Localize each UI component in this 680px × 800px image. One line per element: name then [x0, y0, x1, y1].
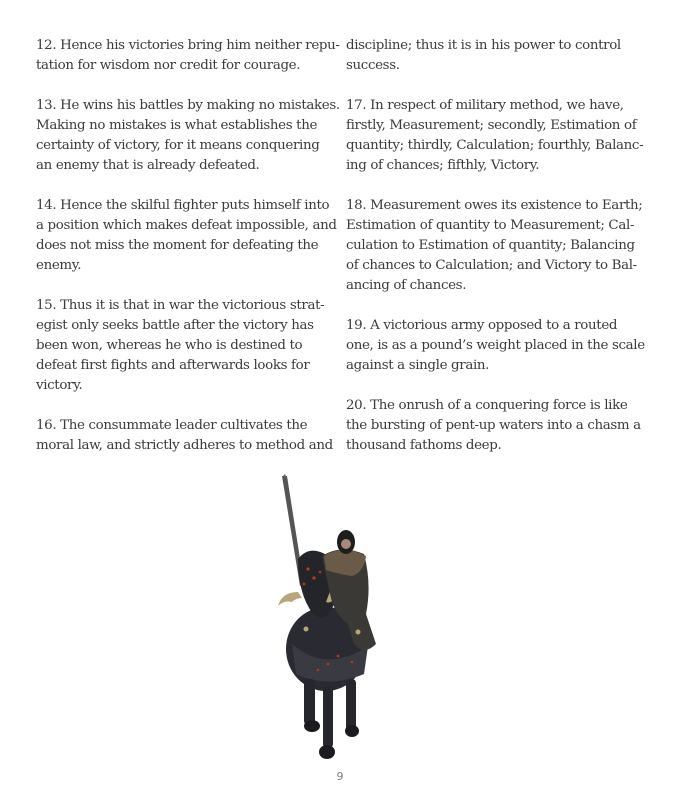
text-line: success.: [346, 58, 400, 73]
paragraph-16-continued: [346, 36, 646, 76]
left-column: [36, 36, 340, 476]
paragraph-19: [346, 316, 646, 376]
text-line: 20. The onrush of a conquering force is like: [346, 398, 628, 413]
text-line: quantity; thirdly, Calculation; fourthly, Balanc-: [346, 138, 644, 153]
text-line: 17. In respect of military method, we have,: [346, 98, 624, 113]
text-line: a position which makes defeat impossible, and: [36, 218, 337, 233]
text-line: egist only seeks battle after the victory has: [36, 318, 314, 333]
text-line: of chances to Calculation; and Victory to Bal-: [346, 258, 637, 273]
text-line: certainty of victory, for it means conquering: [36, 138, 320, 153]
text-line: against a single grain.: [346, 358, 490, 373]
text-line: 16. The consummate leader cultivates the: [36, 418, 308, 433]
text-line: been won, whereas he who is destined to: [36, 338, 303, 353]
paragraph-12: [36, 36, 340, 76]
page-number: 9: [336, 770, 344, 783]
text-line: victory.: [36, 378, 83, 393]
text-line: 13. He wins his battles by making no mistakes.: [36, 98, 340, 113]
text-line: moral law, and strictly adheres to method and: [36, 438, 333, 453]
text-line: the bursting of pent-up waters into a chasm a: [346, 418, 641, 433]
paragraph-20: [346, 396, 646, 456]
text-line: ing of chances; fifthly, Victory.: [346, 158, 540, 173]
paragraph-18: [346, 196, 646, 296]
text-line: an enemy that is already defeated.: [36, 158, 260, 173]
text-line: enemy.: [36, 258, 82, 273]
text-line: 19. A victorious army opposed to a routed: [346, 318, 618, 333]
paragraph-17: [346, 96, 646, 176]
text-line: Estimation of quantity to Measurement; Cal-: [346, 218, 635, 233]
paragraph-14: [36, 196, 336, 276]
knight-on-horse-illustration: [268, 474, 388, 764]
text-line: 15. Thus it is that in war the victorious strat-: [36, 298, 325, 313]
text-line: does not miss the moment for defeating the: [36, 238, 319, 253]
text-line: 18. Measurement owes its existence to Earth;: [346, 198, 643, 213]
text-line: one, is as a pound’s weight placed in the scale: [346, 338, 645, 353]
text-line: Making no mistakes is what establishes the: [36, 118, 318, 133]
paragraph-13: [36, 96, 340, 176]
text-line: ancing of chances.: [346, 278, 467, 293]
text-line: culation to Estimation of quantity; Balancing: [346, 238, 635, 253]
knight-icon: [268, 474, 388, 764]
text-line: defeat first fights and afterwards looks for: [36, 358, 310, 373]
right-column: [346, 36, 646, 476]
paragraph-16: [36, 416, 336, 456]
paragraph-15: [36, 296, 336, 396]
text-line: 14. Hence the skilful fighter puts himself into: [36, 198, 330, 213]
text-line: firstly, Measurement; secondly, Estimation of: [346, 118, 637, 133]
text-line: tation for wisdom nor credit for courage.: [36, 58, 301, 73]
text-line: thousand fathoms deep.: [346, 438, 502, 453]
text-line: 12. Hence his victories bring him neither repu-: [36, 38, 340, 53]
text-line: discipline; thus it is in his power to control: [346, 38, 621, 53]
